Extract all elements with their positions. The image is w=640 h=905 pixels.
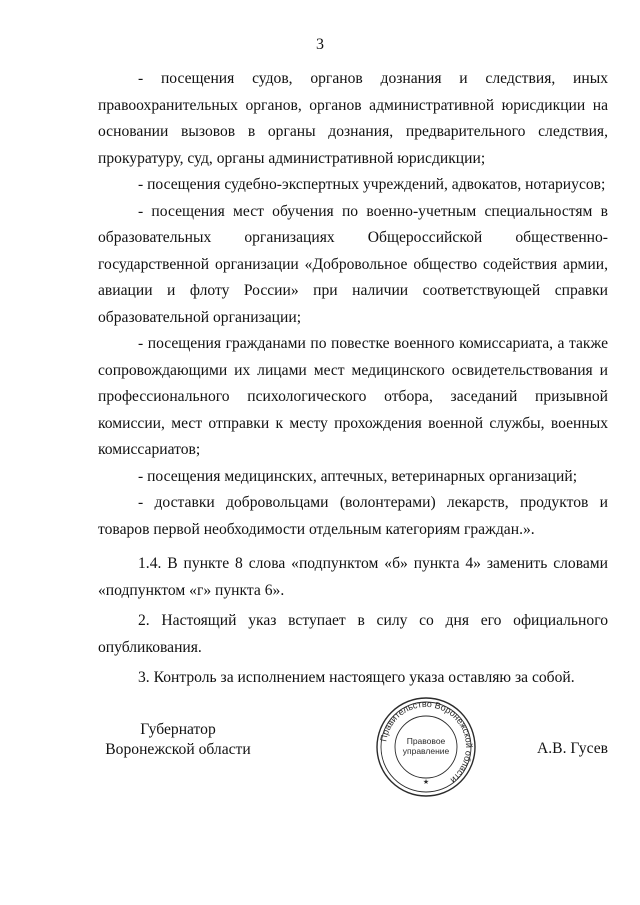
paragraph-military-training: - посещения мест обучения по военно-учетным специальностям в образовательных организациях Общероссийской общественно-государственной организации «Добровольное общество содействия армии, авиации и флоту России» при наличии соответствующей справки образовательной организации; — [98, 202, 608, 326]
stamp-seal-graphic — [374, 695, 478, 799]
decree-body — [98, 66, 608, 692]
paragraph-court-visits: - посещения судов, органов дознания и следствия, иных правоохранительных органов, органов административной юрисдикции на основании вызовов в органы дознания, предварительного следствия, прокуратуру, суд, органы административной юрисдикции; — [98, 70, 608, 167]
item-3: 3. Контроль за исполнением настоящего указа оставляю за собой. — [138, 669, 575, 686]
item-1-4: 1.4. В пункте 8 слова «подпунктом «б» пункта 4» заменить словами «подпунктом «г» пункта 6». — [98, 555, 608, 599]
paragraph-medical-organizations: - посещения медицинских, аптечных, ветеринарных организаций; — [138, 467, 578, 485]
signatory-title-line1: Губернатор — [140, 721, 216, 738]
stamp-inner-line2: управление — [402, 746, 450, 756]
page-number: 3 — [316, 36, 324, 53]
signatory-title-line2: Воронежской области — [105, 741, 251, 758]
paragraph-military-commissariat: - посещения гражданами по повестке военного комиссариата, а также сопровождающими их лицами мест медицинского освидетельствования и профессионального психологического отбора, заседаний призывной комиссии, мест отправки к месту прохождения военной службы, военных комиссариатов; — [98, 335, 608, 458]
signatory-title — [98, 720, 258, 760]
signatory-name: А.В. Гусев — [537, 740, 608, 757]
official-stamp — [374, 695, 478, 799]
stamp-outer-text: Правительство Воронежской области — [378, 698, 475, 786]
stamp-star-icon: ★ — [422, 778, 430, 786]
paragraph-volunteer-delivery: - доставки добровольцами (волонтерами) лекарств, продуктов и товаров первой необходимости отдельным категориям граждан.». — [98, 494, 608, 538]
item-2: 2. Настоящий указ вступает в силу со дня его официального опубликования. — [98, 612, 608, 656]
paragraph-expert-institutions: - посещения судебно-экспертных учреждений, адвокатов, нотариусов; — [138, 176, 606, 193]
signature-block — [98, 700, 608, 800]
stamp-inner-line1: Правовое — [406, 736, 446, 746]
